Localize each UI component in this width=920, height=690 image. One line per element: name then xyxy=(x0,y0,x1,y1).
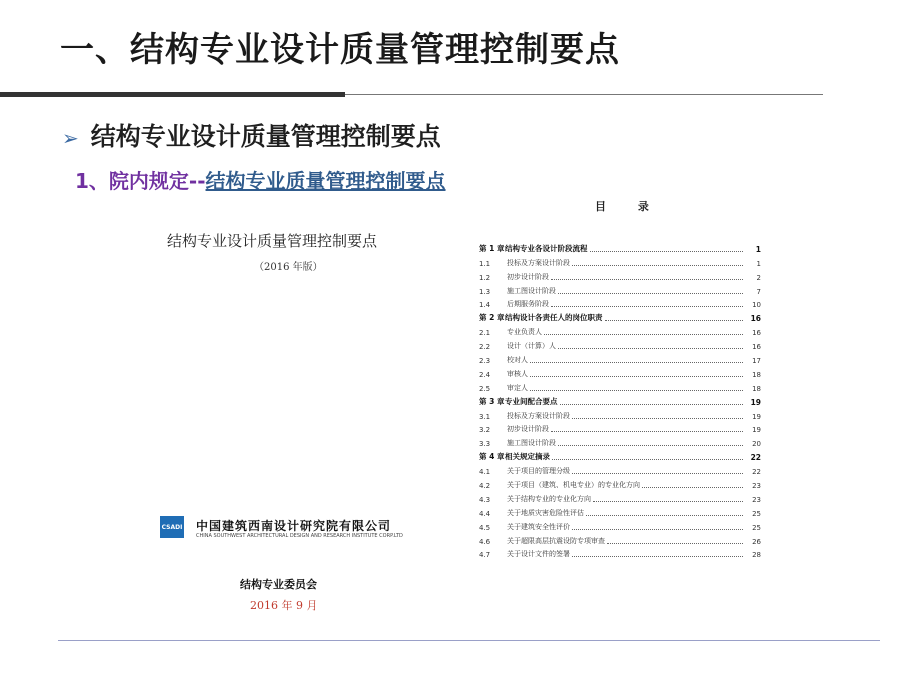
toc-section-row xyxy=(479,337,761,351)
toc-number: 4.2 xyxy=(479,482,491,491)
toc-number: 1.2 xyxy=(479,273,491,282)
toc-label: 初步设计阶段 xyxy=(507,425,549,434)
cover-committee: 结构专业委员会 xyxy=(240,578,317,591)
toc-page: 28 xyxy=(752,551,761,560)
toc-leader xyxy=(558,348,743,349)
slide-title: 一、结构专业设计质量管理控制要点 xyxy=(60,30,620,70)
toc-leader xyxy=(586,515,743,516)
toc-leader xyxy=(544,334,743,335)
logo-text: CSADI xyxy=(161,523,183,531)
toc-chapter-row xyxy=(479,393,761,407)
sub-link[interactable]: 结构专业质量管理控制要点 xyxy=(205,169,446,193)
toc-leader xyxy=(572,556,743,557)
toc-page: 19 xyxy=(752,426,761,435)
toc-label: 校对人 xyxy=(507,356,528,365)
toc-number: 3.2 xyxy=(479,426,491,435)
toc-label: 关于建筑安全性评价 xyxy=(507,522,570,531)
toc-number: 第 1 章 xyxy=(479,243,505,253)
toc-page: 25 xyxy=(752,523,761,532)
toc-section-row xyxy=(479,296,761,310)
toc-section-row xyxy=(479,504,761,518)
toc-leader xyxy=(558,445,743,446)
toc-section-row xyxy=(479,462,761,476)
toc-number: 第 3 章 xyxy=(479,396,505,406)
toc-leader xyxy=(551,306,743,307)
toc-section-row xyxy=(479,282,761,296)
toc-leader xyxy=(572,473,743,474)
toc-page: 22 xyxy=(752,468,761,477)
toc-section-row xyxy=(479,351,761,365)
toc-section-row xyxy=(479,434,761,448)
toc-leader xyxy=(572,418,743,419)
toc-list xyxy=(479,240,761,559)
toc-number: 3.3 xyxy=(479,440,491,449)
toc-leader xyxy=(642,487,743,488)
toc-number: 2.4 xyxy=(479,370,491,379)
toc-leader xyxy=(605,320,744,321)
toc-page: 22 xyxy=(750,453,761,463)
toc-chapter-row xyxy=(479,448,761,462)
toc-label: 设计（计算）人 xyxy=(507,342,556,351)
institute-name-en: CHINA SOUTHWEST ARCHITECTURAL DESIGN AND RESEARCH INSTITUTE CORP.LTD xyxy=(196,533,403,539)
toc-number: 3.1 xyxy=(479,412,491,421)
toc-leader xyxy=(558,293,743,294)
toc-number: 4.1 xyxy=(479,468,491,477)
toc-section-row xyxy=(479,268,761,282)
toc-section-row xyxy=(479,254,761,268)
toc-label: 后期服务阶段 xyxy=(507,300,549,309)
toc-number: 第 4 章 xyxy=(479,452,505,462)
toc-page: 16 xyxy=(750,314,761,324)
toc-label: 关于地质灾害危险性评估 xyxy=(507,508,584,517)
toc-number: 2.5 xyxy=(479,384,491,393)
toc-number: 4.4 xyxy=(479,509,491,518)
toc-page: 1 xyxy=(755,244,761,254)
toc-page: 10 xyxy=(752,301,761,310)
toc-section-row xyxy=(479,407,761,421)
toc-leader xyxy=(551,431,743,432)
toc-leader xyxy=(607,543,743,544)
table-of-contents xyxy=(475,195,765,585)
toc-label: 结构设计各责任人的岗位职责 xyxy=(505,313,603,323)
sub-heading xyxy=(75,165,446,194)
toc-leader xyxy=(572,529,743,530)
toc-page: 18 xyxy=(752,384,761,393)
toc-label: 施工图设计阶段 xyxy=(507,439,556,448)
toc-page: 7 xyxy=(756,287,761,296)
bullet-heading xyxy=(62,117,441,153)
toc-label: 相关规定摘录 xyxy=(505,452,550,462)
toc-title: 目 录 xyxy=(595,200,663,213)
toc-chapter-row xyxy=(479,309,761,323)
toc-label: 专业负责人 xyxy=(507,328,542,337)
toc-section-row xyxy=(479,476,761,490)
institute-logo xyxy=(160,516,184,538)
toc-number: 1.1 xyxy=(479,259,491,268)
toc-leader xyxy=(590,251,744,252)
toc-label: 施工图设计阶段 xyxy=(507,286,556,295)
toc-number: 2.1 xyxy=(479,329,491,338)
toc-page: 16 xyxy=(752,329,761,338)
toc-number: 2.3 xyxy=(479,357,491,366)
toc-page: 25 xyxy=(752,509,761,518)
toc-page: 19 xyxy=(750,397,761,407)
toc-leader xyxy=(530,376,743,377)
cover-title: 结构专业设计质量管理控制要点 xyxy=(167,232,378,250)
title-underline-thick xyxy=(0,92,345,97)
toc-number: 1.4 xyxy=(479,301,491,310)
toc-section-row xyxy=(479,490,761,504)
toc-section-row xyxy=(479,323,761,337)
toc-page: 17 xyxy=(752,357,761,366)
toc-page: 23 xyxy=(752,495,761,504)
toc-section-row xyxy=(479,518,761,532)
toc-label: 关于设计文件的签署 xyxy=(507,550,570,559)
toc-page: 18 xyxy=(752,370,761,379)
toc-section-row xyxy=(479,546,761,560)
toc-leader xyxy=(552,459,743,460)
toc-number: 4.6 xyxy=(479,537,491,546)
toc-page: 16 xyxy=(752,343,761,352)
toc-number: 1.3 xyxy=(479,287,491,296)
toc-number: 2.2 xyxy=(479,343,491,352)
toc-leader xyxy=(530,390,743,391)
toc-label: 审定人 xyxy=(507,383,528,392)
toc-number: 4.7 xyxy=(479,551,491,560)
sub-prefix: 1、院内规定-- xyxy=(75,169,206,193)
title-underline-thin xyxy=(345,94,823,95)
toc-label: 结构专业各设计阶段流程 xyxy=(505,243,588,253)
toc-section-row xyxy=(479,421,761,435)
cover-edition: （2016 年版） xyxy=(254,262,323,273)
toc-page: 23 xyxy=(752,482,761,491)
bullet-text: 结构专业设计质量管理控制要点 xyxy=(90,122,441,151)
toc-page: 20 xyxy=(752,440,761,449)
toc-section-row xyxy=(479,532,761,546)
institute-name-cn: 中国建筑西南设计研究院有限公司 xyxy=(196,519,392,533)
toc-number: 第 2 章 xyxy=(479,313,505,323)
toc-label: 关于项目（建筑、机电专业）的专业化方向 xyxy=(507,481,640,490)
toc-label: 专业间配合要点 xyxy=(505,396,558,406)
toc-leader xyxy=(593,501,743,502)
toc-label: 审核人 xyxy=(507,369,528,378)
toc-section-row xyxy=(479,379,761,393)
toc-number: 4.3 xyxy=(479,495,491,504)
toc-page: 26 xyxy=(752,537,761,546)
toc-label: 关于超限高层抗震设防专项审查 xyxy=(507,536,605,545)
toc-label: 关于项目的管理分级 xyxy=(507,467,570,476)
toc-leader xyxy=(572,265,743,266)
document-cover xyxy=(150,200,410,630)
toc-label: 投标及方案设计阶段 xyxy=(507,258,570,267)
toc-label: 投标及方案设计阶段 xyxy=(507,411,570,420)
toc-page: 19 xyxy=(752,412,761,421)
toc-section-row xyxy=(479,365,761,379)
toc-chapter-row xyxy=(479,240,761,254)
footer-divider xyxy=(58,640,880,641)
arrow-bullet-icon: ➢ xyxy=(62,126,79,150)
toc-page: 2 xyxy=(756,273,761,282)
toc-number: 4.5 xyxy=(479,523,491,532)
cover-date: 2016 年 9 月 xyxy=(250,599,318,612)
toc-page: 1 xyxy=(756,259,761,268)
toc-leader xyxy=(560,404,744,405)
toc-label: 关于结构专业的专业化方向 xyxy=(507,494,591,503)
toc-leader xyxy=(530,362,743,363)
toc-leader xyxy=(551,279,743,280)
toc-label: 初步设计阶段 xyxy=(507,272,549,281)
